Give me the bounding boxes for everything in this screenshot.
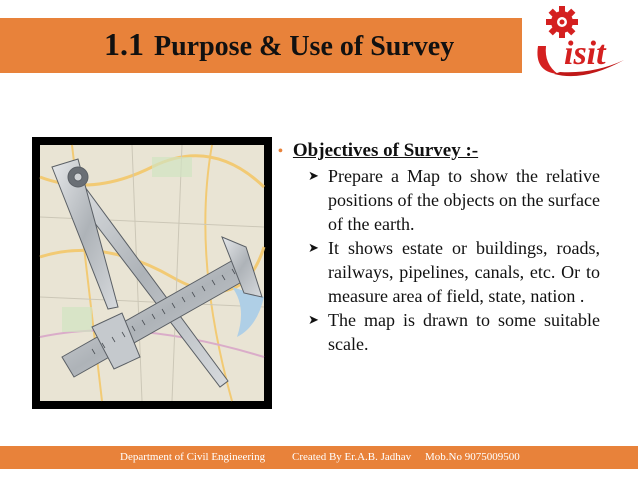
objectives-list <box>308 164 600 356</box>
survey-instruments-on-map <box>32 137 272 409</box>
list-item-text: It shows estate or buildings, roads, railways, pipelines, canals, etc. Or to measure area of field, state, nation . <box>328 238 600 306</box>
slide-title <box>104 26 454 63</box>
isit-logo <box>524 2 636 82</box>
heading-text: Objectives of Survey :- <box>292 140 479 161</box>
survey-instruments-image <box>32 137 272 409</box>
gear-icon <box>546 6 578 38</box>
arrow-bullet-icon: ➤ <box>308 168 319 183</box>
logo-text: isit <box>564 35 606 72</box>
list-item-text: The map is drawn to some suitable scale. <box>328 310 600 354</box>
footer-mobile: Mob.No 9075009500 <box>425 451 520 463</box>
footer-author: Created By Er.A.B. Jadhav <box>292 451 412 463</box>
logo-graphic <box>524 2 636 82</box>
section-number: 1.1 <box>104 26 144 62</box>
arrow-bullet-icon: ➤ <box>308 240 319 255</box>
footer-department: Department of Civil Engineering <box>120 451 266 463</box>
list-item <box>308 236 600 308</box>
list-item <box>308 308 600 356</box>
content-block <box>278 140 600 356</box>
footer-bar <box>0 446 638 469</box>
list-item-text: Prepare a Map to show the relative positions of the objects on the surface of the earth. <box>328 166 600 234</box>
arrow-bullet-icon: ➤ <box>308 312 319 327</box>
list-item <box>308 164 600 236</box>
bullet-icon: • <box>278 144 283 159</box>
section-title: Purpose & Use of Survey <box>154 31 455 62</box>
objectives-heading <box>278 140 600 162</box>
